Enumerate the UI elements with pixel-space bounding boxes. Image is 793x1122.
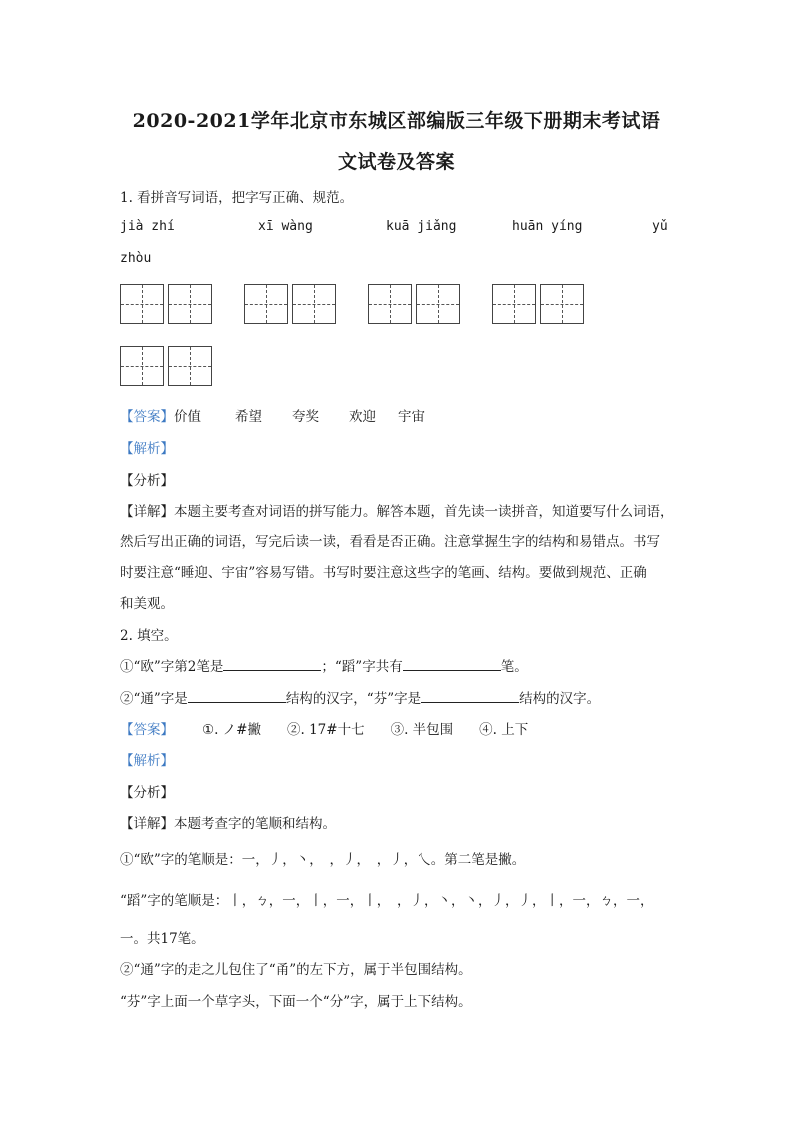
q1-answer [120, 405, 425, 425]
q2-line-1: ①“欧”字的笔顺是：一，丿，丶， ，丿， ，丿，乀。第二笔是撇。 [120, 852, 526, 868]
answer-word: 欢迎 [349, 409, 376, 425]
fill-blank[interactable] [223, 658, 321, 671]
fill-text: ②“通”字是 [120, 691, 188, 707]
detail-tag: 【详解】 [120, 816, 174, 832]
q1-analysis-tag: 【解析】 [120, 441, 174, 457]
q2-line-5: “芬”字上面一个草字头，下面一个“分”字，属于上下结构。 [120, 994, 472, 1010]
writing-grid-box[interactable] [168, 284, 212, 324]
pinyin-5: yǔ [652, 219, 668, 234]
writing-grid-box[interactable] [244, 284, 288, 324]
fill-text: ；“蹈”字共有 [321, 659, 403, 675]
fill-text: 笔。 [500, 659, 528, 675]
writing-grid-box[interactable] [540, 284, 584, 324]
answer-word: 宇宙 [398, 409, 425, 425]
pinyin-2: xī wàng [258, 219, 313, 234]
q2-line-3: 一。共17笔。 [120, 931, 205, 947]
q1-question: 1. 看拼音写词语，把字写正确、规范。 [120, 190, 354, 206]
fill-blank[interactable] [188, 690, 286, 703]
answer-item: ④. 上下 [479, 722, 529, 738]
fill-text: 结构的汉字，“芬”字是 [285, 691, 422, 707]
detail-tag: 【详解】 [120, 504, 174, 520]
fill-text: ①“欧”字第2笔是 [120, 659, 224, 675]
answer-word: 希望 [235, 409, 262, 425]
q2-line-4: ②“通”字的走之儿包住了“甬”的左下方，属于半包围结构。 [120, 962, 472, 978]
writing-grid-box[interactable] [492, 284, 536, 324]
answer-word: 价值 [174, 409, 201, 425]
q2-answer [120, 718, 528, 738]
document-title-line-1: 2020-2021学年北京市东城区部编版三年级下册期末考试语 [132, 110, 661, 132]
answer-item: ②. 17#十七 [287, 722, 365, 738]
writing-grid-box[interactable] [292, 284, 336, 324]
pinyin-1: jià zhí [120, 219, 175, 234]
q1-detail-line-1 [120, 500, 674, 520]
q1-detail-line-3: 时要注意“睡迎、宇宙”容易写错。书写时要注意这些字的笔画、结构。要做到规范、正确 [120, 565, 647, 581]
pinyin-3: kuā jiǎng [386, 219, 457, 234]
fill-text: 结构的汉字。 [519, 691, 601, 707]
q1-detail-line-2: 然后写出正确的词语，写完后读一读，看看是否正确。注意掌握生字的结构和易错点。书写 [120, 534, 660, 550]
document-title-line-2: 文试卷及答案 [337, 151, 455, 173]
writing-grid-box[interactable] [168, 346, 212, 386]
fill-blank[interactable] [403, 658, 501, 671]
q2-question: 2. 填空。 [120, 628, 178, 644]
writing-grid-box[interactable] [120, 346, 164, 386]
q2-detail-line [120, 812, 336, 832]
answer-word: 夸奖 [292, 409, 319, 425]
q2-line-2: “蹈”字的笔顺是：丨，ㄅ，一，丨，一，丨， ，丿，丶，丶，丿，丿，丨，一，ㄅ，一， [120, 893, 654, 909]
writing-grid-box[interactable] [416, 284, 460, 324]
pinyin-6: zhòu [120, 251, 152, 266]
q1-fenxi-tag: 【分析】 [120, 473, 174, 489]
q2-fill-line-2 [120, 687, 600, 707]
detail-text: 本题主要考查对词语的拼写能力。解答本题，首先读一读拼音，知道要写什么词语， [174, 504, 674, 520]
answer-tag: 【答案】 [120, 409, 174, 425]
detail-text: 本题考查字的笔顺和结构。 [174, 816, 336, 832]
writing-grid-box[interactable] [120, 284, 164, 324]
answer-item: ③. 半包围 [390, 722, 454, 738]
pinyin-4: huān yíng [512, 219, 583, 234]
q2-fill-line-1 [120, 655, 528, 675]
q1-detail-line-4: 和美观。 [120, 596, 174, 612]
q2-fenxi-tag: 【分析】 [120, 785, 174, 801]
answer-tag: 【答案】 [120, 722, 174, 738]
fill-blank[interactable] [421, 690, 519, 703]
q2-analysis-tag: 【解析】 [120, 753, 174, 769]
writing-grid-box[interactable] [368, 284, 412, 324]
answer-item: ①. ノ#撇 [202, 722, 261, 738]
